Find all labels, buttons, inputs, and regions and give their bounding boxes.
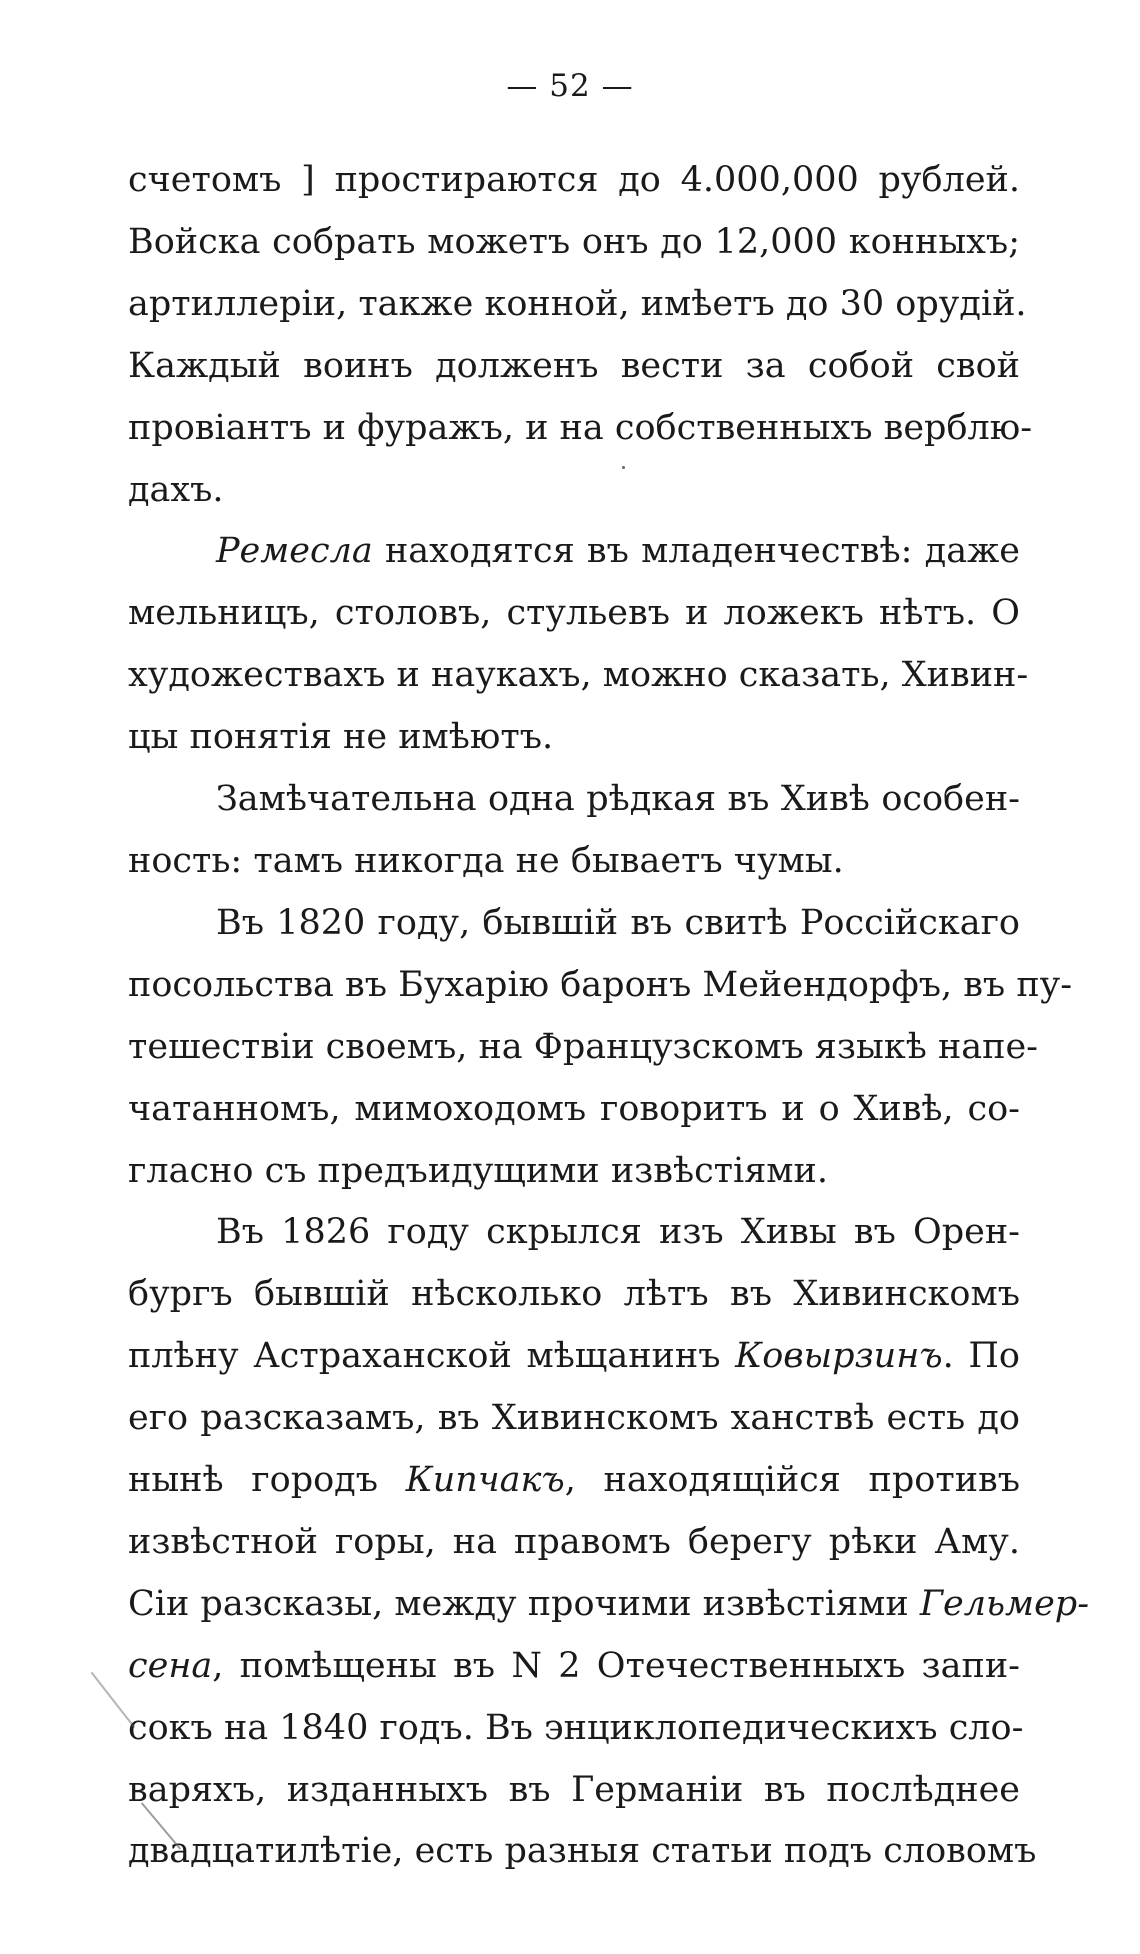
paragraph	[128, 1202, 1090, 1883]
italic-text: Кипчакъ	[405, 1460, 565, 1501]
text-line	[128, 769, 1020, 831]
text-line	[128, 893, 1020, 955]
text-run: его разсказамъ, въ Хивинскомъ ханствѣ есть до	[128, 1398, 1020, 1439]
text-run: нынѣ городъ	[128, 1460, 406, 1501]
text-run: чатанномъ, мимоходомъ говоритъ и о Хивѣ, со-	[128, 1088, 1020, 1129]
italic-text: сена	[128, 1645, 213, 1686]
text-line	[128, 1264, 1020, 1326]
text-run: Замѣчательна одна рѣдкая въ Хивѣ особен-	[216, 779, 1020, 820]
text-run: артиллеріи, также конной, имѣетъ до 30 орудій.	[128, 283, 1027, 324]
text-line	[128, 831, 1020, 893]
text-run: Сіи разсказы, между прочими извѣстіями	[128, 1583, 920, 1624]
text-line	[128, 398, 1033, 460]
paragraph	[128, 150, 1033, 521]
text-run: Въ 1826 году скрылся изъ Хивы въ Орен-	[216, 1212, 1020, 1253]
text-run: мельницъ, столовъ, стульевъ и ложекъ нѣтъ. О	[128, 593, 1020, 634]
text-run: находятся въ младенчествѣ: даже	[372, 531, 1020, 572]
text-run: ность: тамъ никогда не бываетъ чумы.	[128, 840, 844, 881]
text-line	[128, 521, 1020, 583]
text-run: извѣстной горы, на правомъ берегу рѣки Аму.	[128, 1521, 1020, 1562]
text-run: провіантъ и фуражъ, и на собственныхъ верблю-	[128, 407, 1033, 448]
text-run: Каждый воинъ долженъ вести за собой свой	[128, 345, 1020, 386]
text-line	[128, 1760, 1020, 1822]
text-line	[128, 1017, 1038, 1079]
italic-text: Ковырзинъ	[735, 1336, 943, 1377]
text-run: варяхъ, изданныхъ въ Германіи въ послѣднее	[128, 1769, 1020, 1810]
text-run: Въ 1820 году, бывшій въ свитѣ Россійскаго	[216, 902, 1020, 943]
text-line	[128, 1079, 1020, 1141]
text-line	[128, 1388, 1020, 1450]
scan-speck	[622, 466, 625, 469]
text-line	[128, 274, 1027, 336]
text-run: сокъ на 1840 годъ. Въ энциклопедическихъ сло-	[128, 1707, 1024, 1748]
text-run: , помѣщены въ N 2 Отечественныхъ запи-	[212, 1645, 1020, 1686]
text-line	[128, 1574, 1090, 1636]
text-line	[128, 583, 1020, 645]
text-run: бургъ бывшій нѣсколько лѣтъ въ Хивинскомъ	[128, 1274, 1020, 1315]
text-line	[128, 1512, 1020, 1574]
text-line	[128, 1821, 1037, 1883]
text-line	[128, 212, 1020, 274]
text-run: , находящійся противъ	[564, 1460, 1020, 1501]
text-line	[128, 955, 1073, 1017]
text-run: художествахъ и наукахъ, можно сказать, Хивин-	[128, 655, 1029, 696]
text-line	[128, 1636, 1020, 1698]
text-run: дахъ.	[128, 469, 224, 510]
text-line	[128, 460, 1020, 522]
text-run: цы понятія не имѣютъ.	[128, 717, 554, 758]
text-run: Войска собрать можетъ онъ до 12,000 конныхъ;	[128, 221, 1020, 262]
text-run: счетомъ ] простираются до 4.000,000 рублей.	[128, 160, 1020, 200]
page-number: — 52 —	[506, 68, 634, 104]
text-run: тешествіи своемъ, на Французскомъ языкѣ напе-	[128, 1026, 1038, 1067]
text-line	[128, 1141, 1020, 1203]
text-line	[128, 1202, 1020, 1264]
text-run: плѣну Астраханской мѣщанинъ	[128, 1336, 736, 1377]
text-line	[128, 707, 1020, 769]
text-line	[128, 1450, 1020, 1512]
text-line	[128, 336, 1020, 398]
text-run: двадцатилѣтіе, есть разныя статьи подъ словомъ	[128, 1831, 1037, 1872]
text-line	[128, 645, 1029, 707]
text-run: гласно съ предъидущими извѣстіями.	[128, 1150, 828, 1191]
paragraph	[128, 769, 1020, 893]
text-line	[128, 1698, 1024, 1760]
text-run: . По	[942, 1336, 1020, 1377]
body-text	[128, 150, 1090, 1883]
italic-text: Ремесла	[216, 531, 373, 572]
paragraph	[128, 521, 1029, 769]
text-run: посольства въ Бухарію баронъ Мейендорфъ, въ пу-	[128, 964, 1073, 1005]
text-line	[128, 150, 1020, 212]
paragraph	[128, 893, 1073, 1203]
italic-text: Гельмер-	[919, 1583, 1090, 1624]
text-line	[128, 1326, 1020, 1388]
